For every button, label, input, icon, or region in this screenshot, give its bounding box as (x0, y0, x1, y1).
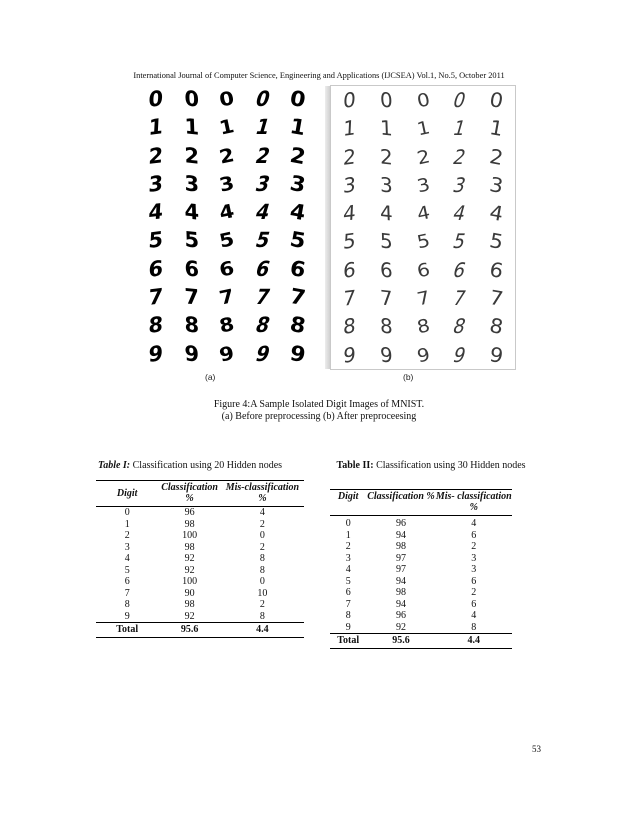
table-row (96, 565, 304, 577)
table1-header-misclassification: Mis-classification % (225, 482, 300, 504)
handwritten-digit-sample: 3 (217, 171, 237, 197)
misclassification-cell: 8 (259, 564, 265, 576)
handwritten-digit-sample: 1 (183, 114, 200, 141)
handwritten-digit-sample: 7 (379, 285, 393, 312)
handwritten-digit-sample: 9 (252, 341, 273, 366)
handwritten-digit-sample: 0 (414, 88, 432, 113)
handwritten-digit-sample: 0 (217, 87, 237, 112)
handwritten-digit-sample: 7 (183, 284, 200, 311)
table1-caption-label: Table I: (98, 460, 131, 471)
figure-caption (0, 399, 638, 423)
handwritten-digit-sample: 4 (450, 201, 469, 226)
misclassification-cell: 6 (471, 529, 477, 541)
digit-cell: 6 (345, 587, 351, 598)
handwritten-digit-sample: 7 (450, 286, 469, 311)
table-row (330, 564, 512, 576)
handwritten-digit-sample: 9 (288, 340, 308, 367)
handwritten-digit-sample: 2 (288, 142, 308, 169)
classification-cell: 98 (184, 518, 195, 530)
table-row (330, 587, 512, 599)
handwritten-digit-sample: 8 (487, 313, 506, 340)
handwritten-digit-sample: 0 (252, 87, 273, 112)
table1-caption-text: Classification using 20 Hidden nodes (130, 460, 283, 471)
misclassification-cell: 2 (259, 599, 265, 610)
handwritten-digit-sample: 2 (252, 143, 273, 168)
handwritten-digit-sample: 5 (450, 229, 469, 254)
panel-b-label: (b) (403, 372, 414, 382)
digit-cell: 9 (124, 610, 130, 622)
handwritten-digit-sample: 2 (414, 144, 432, 169)
handwritten-digit-sample: 4 (487, 200, 506, 227)
table2-header-misclassification: Mis- classification % (435, 491, 512, 513)
handwritten-digit-sample: 1 (288, 114, 308, 141)
handwritten-digit-sample: 3 (288, 170, 308, 198)
misclassification-cell: 4 (259, 507, 265, 518)
handwritten-digit-sample: 4 (252, 200, 273, 225)
table1 (96, 480, 304, 638)
journal-header: International Journal of Computer Science, Engineering and Applications (IJCSEA) Vol.1, No.5, October 2011 (133, 71, 505, 80)
digit-cell: 0 (124, 507, 130, 518)
misclassification-cell: 8 (259, 553, 265, 564)
misclassification-cell: 3 (471, 552, 477, 564)
handwritten-digit-sample: 7 (487, 285, 506, 312)
handwritten-digit-sample: 6 (183, 256, 200, 282)
classification-cell: 90 (184, 587, 195, 599)
handwritten-digit-sample: 0 (183, 86, 200, 113)
handwritten-digit-sample: 3 (342, 172, 357, 198)
table-row (330, 516, 512, 530)
misclassification-cell: 4 (471, 610, 477, 621)
digit-cell: 2 (345, 541, 351, 552)
handwritten-digit-sample: 3 (379, 172, 393, 198)
classification-cell: 97 (395, 552, 406, 564)
table-row (96, 576, 304, 588)
digit-image-before-preprocessing (138, 85, 316, 368)
table1-header-digit: Digit (116, 487, 138, 499)
handwritten-digit-sample: 7 (217, 285, 237, 310)
handwritten-digit-sample: 9 (183, 340, 200, 367)
handwritten-digit-sample: 5 (487, 228, 506, 255)
table2-header-row (330, 490, 512, 516)
handwritten-digit-sample: 8 (147, 312, 164, 339)
figure-caption-line1: Figure 4:A Sample Isolated Digit Images of MNIST. (213, 399, 425, 410)
handwritten-digit-sample: 7 (342, 285, 357, 312)
digit-cell: 7 (345, 598, 351, 610)
handwritten-digit-sample: 0 (450, 88, 469, 113)
handwritten-digit-sample: 0 (342, 87, 357, 114)
digit-cell: 6 (124, 576, 130, 587)
handwritten-digit-sample: 6 (288, 255, 308, 283)
handwritten-digit-sample: 8 (450, 314, 469, 339)
misclassification-cell: 10 (257, 587, 268, 599)
handwritten-digit-sample: 2 (379, 143, 393, 170)
handwritten-digit-sample: 1 (342, 115, 357, 142)
table2-caption (330, 460, 532, 472)
total-classification: 95.6 (180, 624, 199, 635)
handwritten-digit-sample: 4 (147, 199, 164, 226)
digit-cell: 1 (124, 518, 130, 530)
classification-cell: 98 (395, 587, 406, 598)
handwritten-digit-sample: 5 (252, 228, 273, 253)
figure-caption-line2: (a) Before preprocessing (b) After preproceesing (221, 411, 417, 422)
handwritten-digit-sample: 9 (379, 342, 393, 368)
handwritten-digit-sample: 8 (414, 314, 432, 339)
classification-cell: 92 (184, 564, 195, 576)
table2-header-digit: Digit (337, 491, 359, 502)
total-label: Total (116, 624, 139, 635)
handwritten-digit-sample: 6 (379, 257, 393, 283)
classification-cell: 100 (182, 576, 198, 587)
table-row (96, 588, 304, 600)
classification-cell: 98 (184, 599, 195, 610)
table-total-row (330, 634, 512, 649)
digit-cell: 3 (345, 552, 351, 564)
handwritten-digit-sample: 3 (450, 173, 469, 198)
handwritten-digit-sample: 4 (342, 200, 357, 227)
handwritten-digit-sample: 2 (147, 142, 164, 169)
table1-caption (98, 460, 308, 472)
handwritten-digit-sample: 8 (252, 313, 273, 338)
handwritten-digit-sample: 3 (147, 170, 164, 198)
handwritten-digit-sample: 4 (183, 199, 200, 226)
handwritten-digit-sample: 5 (288, 227, 308, 254)
misclassification-cell: 0 (259, 576, 265, 587)
misclassification-cell: 3 (471, 564, 477, 575)
handwritten-digit-sample: 1 (217, 115, 237, 140)
handwritten-digit-sample: 8 (217, 313, 237, 338)
classification-cell: 92 (184, 610, 195, 622)
table-total-row (96, 623, 304, 638)
table-row (96, 611, 304, 623)
classification-cell: 92 (395, 621, 406, 633)
classification-cell: 96 (395, 518, 406, 529)
handwritten-digit-sample: 4 (217, 200, 237, 225)
panel-a-label: (a) (205, 372, 216, 382)
handwritten-digit-sample: 5 (379, 228, 393, 255)
handwritten-digit-sample: 9 (217, 341, 237, 366)
table-row (96, 553, 304, 565)
digit-cell: 1 (345, 529, 351, 541)
digit-cell: 8 (124, 599, 130, 610)
table-row (96, 519, 304, 531)
digit-cell: 4 (124, 553, 130, 564)
table-row (96, 530, 304, 542)
table-row (330, 610, 512, 622)
handwritten-digit-sample: 4 (414, 201, 432, 226)
misclassification-cell: 8 (259, 610, 265, 622)
digit-cell: 5 (124, 564, 130, 576)
handwritten-digit-sample: 2 (342, 143, 357, 170)
handwritten-digit-sample: 5 (217, 228, 237, 253)
total-classification: 95.6 (392, 635, 410, 646)
table-row (96, 507, 304, 519)
handwritten-digit-sample: 2 (183, 142, 200, 169)
table1-header-classification: Classification % (161, 482, 218, 504)
table-row (96, 542, 304, 554)
handwritten-digit-sample: 6 (252, 256, 273, 281)
handwritten-digit-sample: 6 (147, 255, 164, 282)
table-row (330, 530, 512, 542)
classification-cell: 94 (395, 598, 406, 610)
total-misclassification: 4.4 (256, 624, 269, 635)
classification-cell: 94 (395, 575, 406, 587)
digit-grid-a (138, 85, 316, 368)
handwritten-digit-sample: 0 (487, 87, 506, 114)
classification-cell: 96 (184, 507, 195, 518)
handwritten-digit-sample: 7 (147, 284, 164, 311)
digit-cell: 9 (345, 621, 351, 633)
table2-caption-label: Table II: (336, 460, 374, 471)
handwritten-digit-sample: 3 (487, 172, 506, 199)
digit-cell: 4 (345, 564, 351, 575)
table2 (330, 489, 512, 649)
handwritten-digit-sample: 8 (288, 312, 308, 339)
misclassification-cell: 2 (471, 587, 477, 598)
handwritten-digit-sample: 1 (450, 116, 469, 141)
classification-cell: 98 (184, 541, 195, 553)
classification-cell: 96 (395, 610, 406, 621)
classification-cell: 100 (182, 530, 198, 541)
table-row (330, 553, 512, 565)
handwritten-digit-sample: 1 (379, 115, 393, 142)
handwritten-digit-sample: 8 (342, 313, 357, 340)
digit-cell: 5 (345, 575, 351, 587)
handwritten-digit-sample: 2 (217, 143, 237, 168)
handwritten-digit-sample: 2 (450, 144, 469, 169)
handwritten-digit-sample: 5 (414, 229, 432, 254)
total-label: Total (337, 635, 360, 646)
handwritten-digit-sample: 8 (183, 312, 200, 339)
table-row (96, 599, 304, 611)
handwritten-digit-sample: 4 (288, 199, 308, 226)
table2-header-classification: Classification % (367, 491, 435, 502)
digit-cell: 0 (345, 518, 351, 529)
table-row (330, 622, 512, 634)
classification-cell: 97 (395, 564, 406, 575)
table2-caption-text: Classification using 30 Hidden nodes (373, 460, 526, 471)
digit-grid-b (331, 86, 515, 369)
handwritten-digit-sample: 0 (288, 85, 308, 113)
handwritten-digit-sample: 6 (450, 257, 469, 282)
misclassification-cell: 6 (471, 598, 477, 610)
handwritten-digit-sample: 0 (379, 87, 393, 113)
page-number: 53 (532, 744, 541, 754)
handwritten-digit-sample: 1 (147, 114, 164, 141)
table-row (330, 576, 512, 588)
misclassification-cell: 8 (471, 621, 477, 633)
misclassification-cell: 6 (471, 575, 477, 587)
classification-cell: 92 (184, 553, 195, 564)
misclassification-cell: 2 (471, 541, 477, 552)
handwritten-digit-sample: 5 (183, 227, 200, 254)
digit-image-after-preprocessing (330, 85, 516, 370)
digit-cell: 2 (124, 530, 130, 541)
handwritten-digit-sample: 5 (147, 227, 164, 254)
handwritten-digit-sample: 7 (288, 284, 308, 311)
handwritten-digit-sample: 6 (342, 256, 357, 283)
digit-cell: 8 (345, 610, 351, 621)
classification-cell: 94 (395, 529, 406, 541)
handwritten-digit-sample: 6 (487, 256, 506, 283)
handwritten-digit-sample: 0 (147, 86, 164, 113)
handwritten-digit-sample: 9 (450, 342, 469, 367)
handwritten-digit-sample: 7 (252, 285, 273, 310)
classification-cell: 98 (395, 541, 406, 552)
handwritten-digit-sample: 9 (487, 341, 506, 368)
handwritten-digit-sample: 1 (487, 115, 506, 142)
handwritten-digit-sample: 1 (252, 115, 273, 140)
handwritten-digit-sample: 6 (217, 256, 237, 282)
handwritten-digit-sample: 2 (487, 143, 506, 170)
table-row (330, 541, 512, 553)
handwritten-digit-sample: 7 (414, 286, 432, 311)
misclassification-cell: 2 (259, 518, 265, 530)
handwritten-digit-sample: 9 (342, 341, 357, 368)
table-row (330, 599, 512, 611)
handwritten-digit-sample: 1 (414, 116, 432, 141)
handwritten-digit-sample: 3 (414, 173, 432, 197)
handwritten-digit-sample: 3 (252, 172, 273, 197)
misclassification-cell: 2 (259, 541, 265, 553)
table1-header-row (96, 481, 304, 507)
handwritten-digit-sample: 3 (183, 171, 200, 197)
handwritten-digit-sample: 6 (414, 258, 432, 282)
misclassification-cell: 4 (471, 518, 477, 529)
digit-cell: 3 (124, 541, 130, 553)
handwritten-digit-sample: 9 (414, 342, 432, 367)
total-misclassification: 4.4 (467, 635, 481, 646)
handwritten-digit-sample: 5 (342, 228, 357, 255)
handwritten-digit-sample: 4 (379, 200, 393, 227)
misclassification-cell: 0 (259, 530, 265, 541)
handwritten-digit-sample: 8 (379, 313, 393, 340)
digit-cell: 7 (124, 587, 130, 599)
handwritten-digit-sample: 9 (147, 340, 164, 367)
